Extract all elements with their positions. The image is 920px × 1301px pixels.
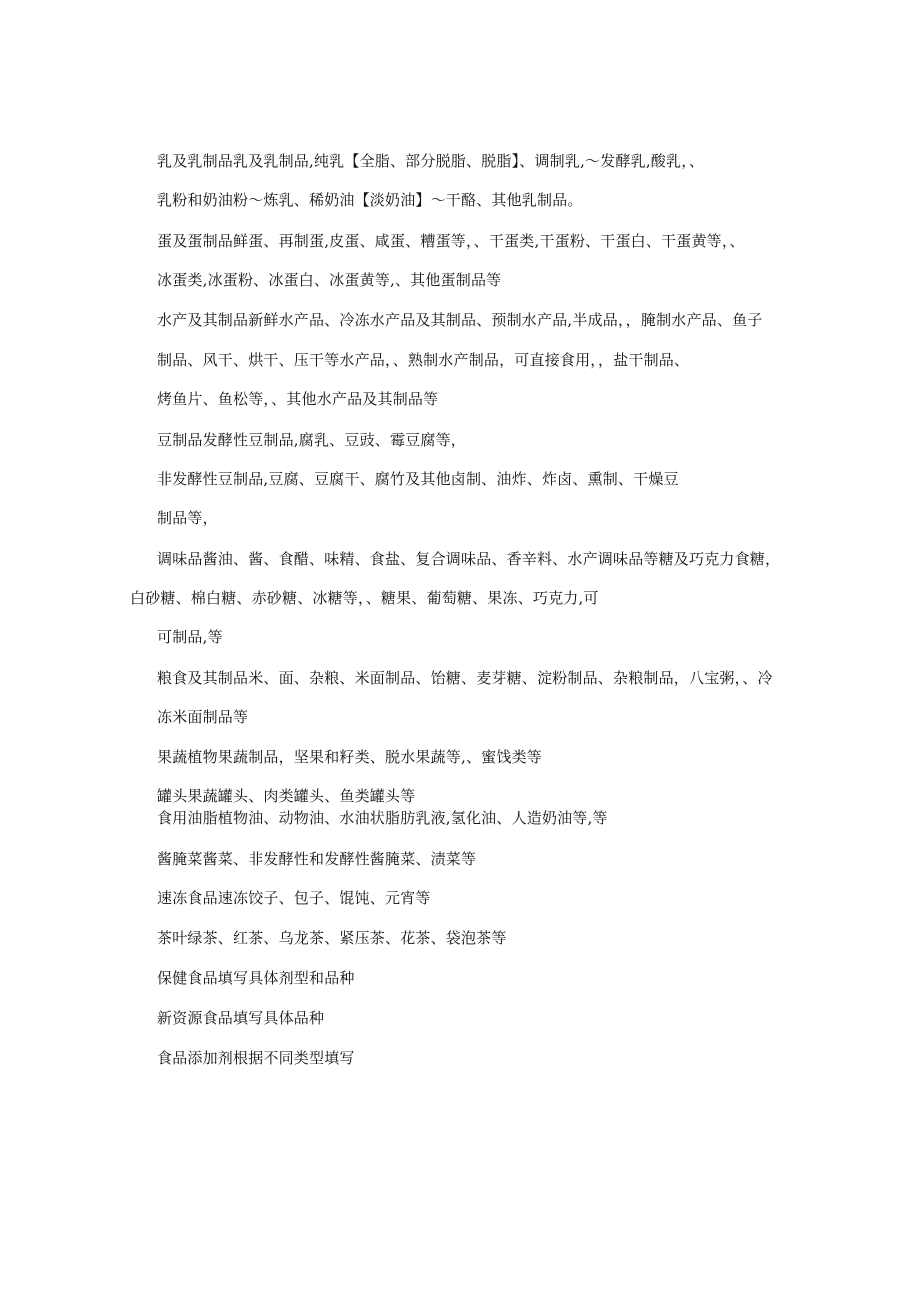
text-line-seasoning-1: 调味品酱油、酱、食醋、味精、食盐、复合调味品、香辛料、水产调味品等糖及巧克力食糖， bbox=[157, 550, 781, 568]
text-line-aquatic-1: 水产及其制品新鲜水产品、冷冻水产品及其制品、预制水产品,半成品，，腌制水产品、鱼子 bbox=[157, 311, 763, 329]
text-line-soy-1: 豆制品发酵性豆制品,腐乳、豆豉、霉豆腐等， bbox=[157, 431, 466, 449]
text-line-tea: 茶叶绿茶、红茶、乌龙茶、紧压茶、花茶、袋泡茶等 bbox=[157, 929, 507, 947]
text-line-pickles: 酱腌菜酱菜、非发酵性和发酵性酱腌菜、渍菜等 bbox=[157, 850, 477, 868]
text-line-health-food: 保健食品填写具体剂型和品种 bbox=[157, 969, 355, 987]
text-line-canned: 罐头果蔬罐头、肉类罐头、鱼类罐头等 bbox=[157, 787, 416, 805]
text-line-grain-2: 冻米面制品等 bbox=[157, 708, 249, 726]
text-line-new-resource-food: 新资源食品填写具体品种 bbox=[157, 1009, 325, 1027]
text-line-sugar-3: 可制品,等 bbox=[157, 628, 223, 646]
text-line-dairy-2: 乳粉和奶油粉～炼乳、稀奶油【淡奶油】～干酪、其他乳制品。 bbox=[157, 191, 583, 209]
text-line-aquatic-3: 烤鱼片、鱼松等，、其他水产品及其制品等 bbox=[157, 390, 439, 408]
text-line-fruit-veg: 果蔬植物果蔬制品，坚果和籽类、脱水果蔬等,、蜜饯类等 bbox=[157, 748, 542, 766]
text-line-soy-2: 非发酵性豆制品,豆腐、豆腐干、腐竹及其他卤制、油炸、炸卤、熏制、干燥豆 bbox=[157, 470, 679, 488]
text-line-egg-2: 冰蛋类,冰蛋粉、冰蛋白、冰蛋黄等,、其他蛋制品等 bbox=[157, 271, 502, 289]
text-line-aquatic-2: 制品、风干、烘干、压干等水产品，、熟制水产制品，可直接食用，，盐干制品、 bbox=[157, 351, 690, 369]
text-line-food-additive: 食品添加剂根据不同类型填写 bbox=[157, 1049, 355, 1067]
text-line-sugar-2: 白砂糖、棉白糖、赤砂糖、冰糖等，、糖果、葡萄糖、果冻、巧克力,可 bbox=[130, 589, 599, 607]
text-line-egg-1: 蛋及蛋制品鲜蛋、再制蛋,皮蛋、咸蛋、糟蛋等，、干蛋类,干蛋粉、干蛋白、干蛋黄等，、 bbox=[157, 232, 745, 250]
text-line-soy-3: 制品等， bbox=[157, 509, 218, 527]
text-line-oils: 食用油脂植物油、动物油、水油状脂肪乳液,氢化油、人造奶油等,等 bbox=[157, 809, 608, 827]
text-line-grain-1: 粮食及其制品米、面、杂粮、米面制品、饴糖、麦芽糖、淀粉制品、杂粮制品，八宝粥，、冷 bbox=[157, 669, 773, 687]
text-line-frozen: 速冻食品速冻饺子、包子、馄饨、元宵等 bbox=[157, 889, 431, 907]
text-line-dairy-1: 乳及乳制品乳及乳制品,纯乳【全脂、部分脱脂、脱脂】、调制乳,～发酵乳,酸乳，、 bbox=[157, 152, 705, 170]
